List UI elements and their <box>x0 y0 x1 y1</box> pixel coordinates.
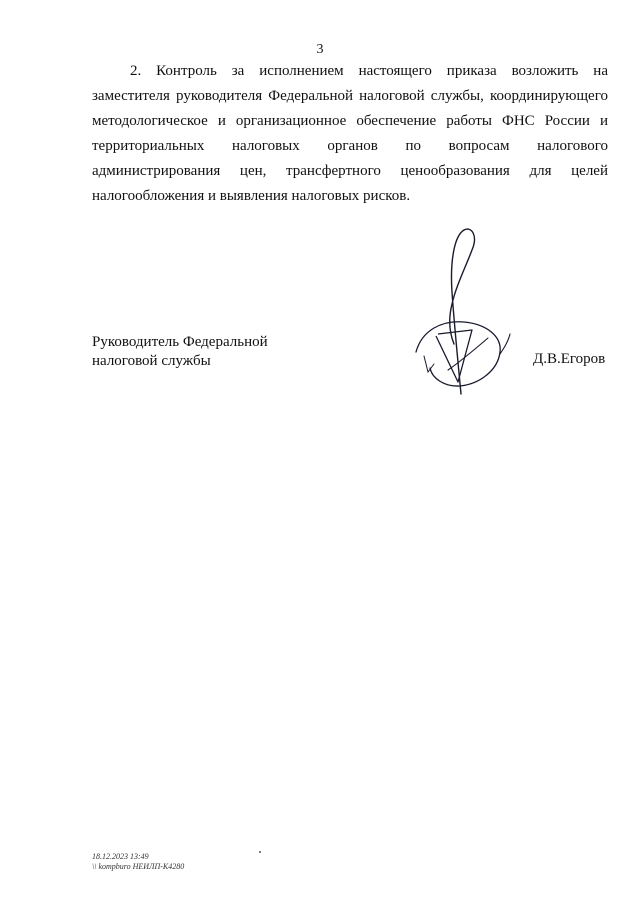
paragraph-line-1: 2. Контроль за исполнением настоящего приказа возложить на <box>130 63 608 79</box>
handwritten-signature <box>408 222 528 402</box>
paragraph-line-5: администрирования цен, трансфертного ценообразования для целей <box>92 163 608 179</box>
signer-title <box>92 333 268 371</box>
signer-title-line-2: налоговой службы <box>92 353 211 369</box>
paragraph-line-3: методологическое и организационное обеспечение работы ФНС России и <box>92 113 608 129</box>
page-number: 3 <box>316 42 324 57</box>
scan-speck <box>259 851 261 853</box>
paragraph-line-6: налогообложения и выявления налоговых рисков. <box>92 188 411 204</box>
signer-name: Д.В.Егоров <box>533 351 606 367</box>
footer-stamp <box>92 852 184 872</box>
signer-title-line-1: Руководитель Федеральной <box>92 334 268 350</box>
paragraph-line-4: территориальных налоговых органов по вопросам налогового <box>92 138 608 154</box>
footer-timestamp: 18.12.2023 13:49 <box>92 852 149 861</box>
paragraph-line-2: заместителя руководителя Федеральной налоговой службы, координирующего <box>92 88 608 104</box>
footer-reference: \\ kompburo НЕИЛП-К4280 <box>92 862 185 871</box>
